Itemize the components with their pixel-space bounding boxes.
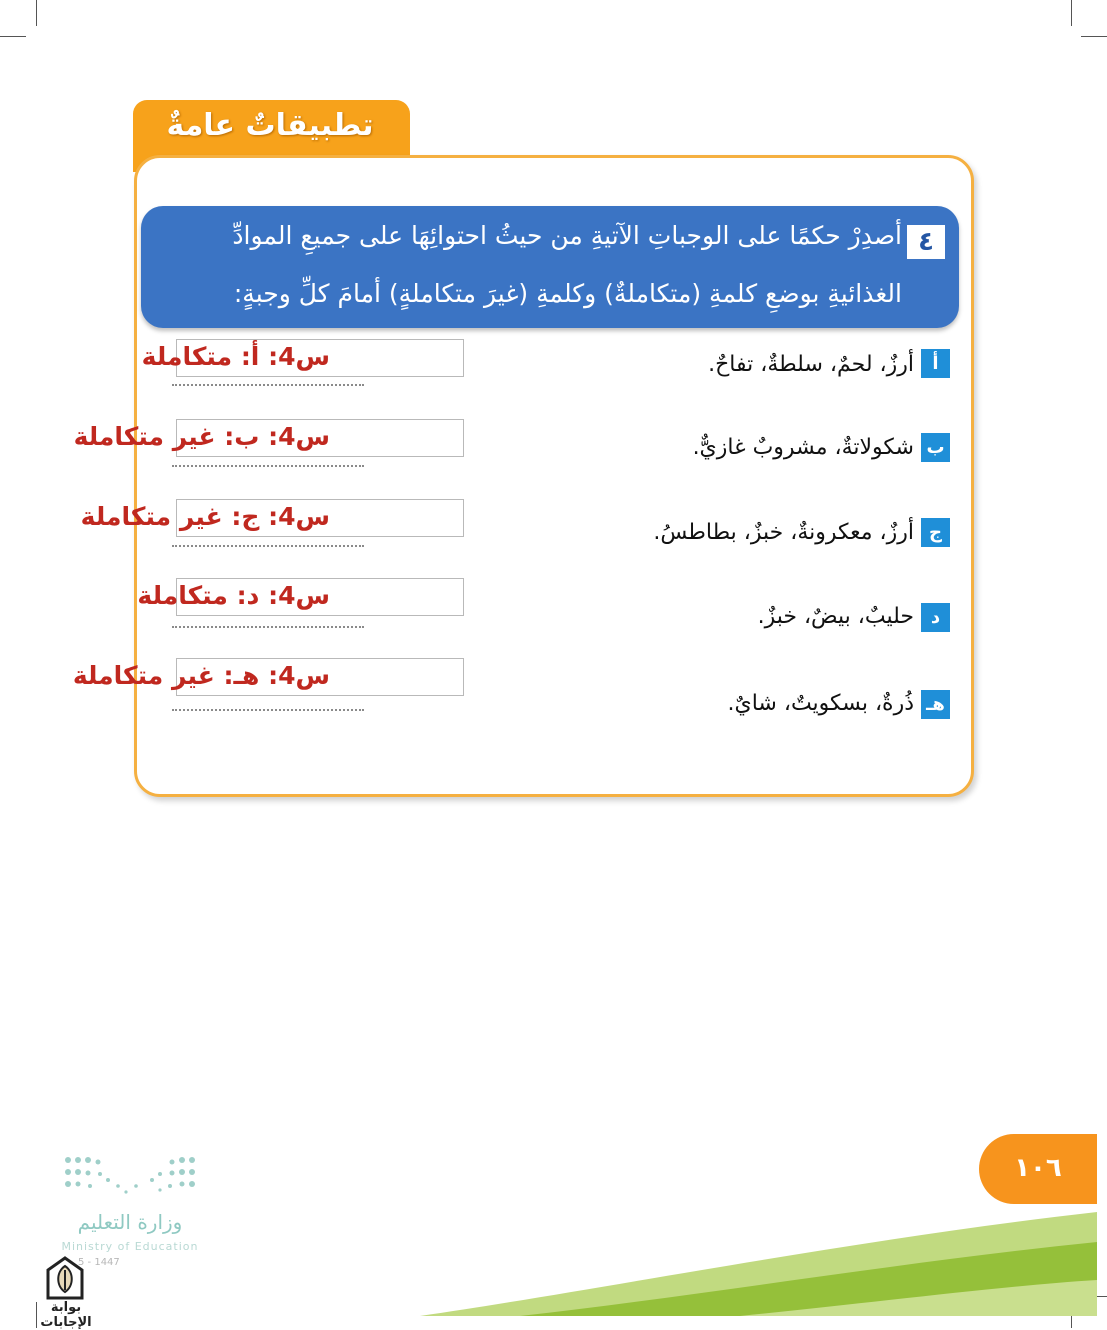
item-text-c: أرزٌ، معكرونةٌ، خبزٌ، بطاطسُ. — [653, 520, 914, 545]
page-number: ١٠٦ — [979, 1134, 1097, 1204]
item-badge-b: ب — [921, 433, 950, 462]
answer-text-d: س4: د: متكاملة — [137, 581, 330, 610]
ministry-name-english: Ministry of Education — [61, 1240, 199, 1253]
site-label: بوابة الإجابات — [40, 1300, 92, 1330]
question-line-1: أصدِرْ حكمًا على الوجباتِ الآتيةِ من حيثُ احتوائِهَا على جميعِ الموادِّ — [232, 221, 902, 250]
item-text-d: حليبٌ، بيضٌ، خبزٌ. — [757, 604, 914, 629]
item-text-e: ذُرةٌ، بسكويتٌ، شايٌ. — [727, 691, 914, 716]
item-badge-d: د — [921, 603, 950, 632]
item-badge-e: هـ — [921, 690, 950, 719]
answer-text-b: س4: ب: غير متكاملة — [73, 422, 330, 451]
question-line-2: الغذائيةِ بوضعِ كلمةِ (متكاملةٌ) وكلمةِ (غيرَ متكاملةٍ) أمامَ كلِّ وجبةٍ: — [233, 279, 902, 308]
ministry-logo-icon — [60, 1152, 200, 1200]
ministry-name-arabic: وزارة التعليم — [77, 1210, 183, 1234]
ministry-year: 5 - 1447 — [78, 1257, 120, 1268]
answer-text-a: س4: أ: متكاملة — [141, 342, 330, 371]
question-number: ٤ — [907, 225, 945, 259]
answers-gate-logo-icon — [44, 1256, 86, 1300]
answer-text-e: س4: هـ: غير متكاملة — [72, 661, 330, 690]
item-badge-c: ج — [921, 518, 950, 547]
item-badge-a: أ — [921, 349, 950, 378]
answer-text-c: س4: ج: غير متكاملة — [80, 502, 330, 531]
section-title: تطبيقاتٌ عامةٌ — [166, 108, 374, 143]
item-text-a: أرزٌ، لحمٌ، سلطةٌ، تفاحٌ. — [708, 352, 914, 377]
item-text-b: شكولاتةٌ، مشروبٌ غازيٌّ. — [692, 435, 914, 460]
